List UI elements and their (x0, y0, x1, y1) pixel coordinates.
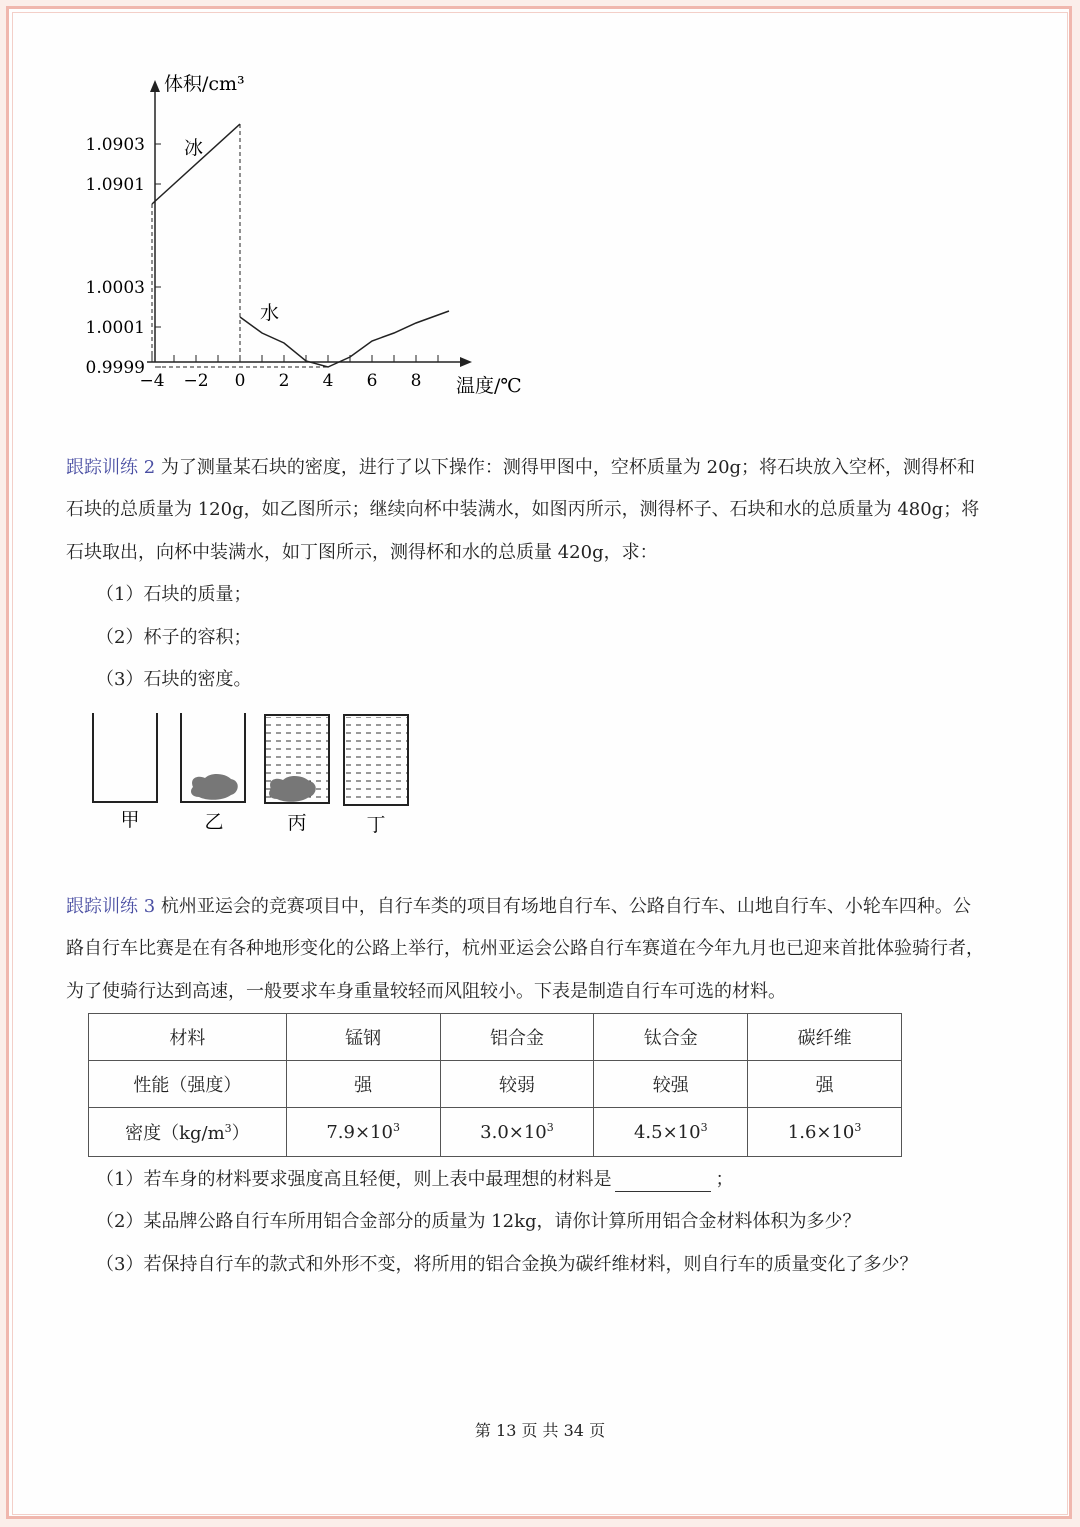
table-row (89, 1061, 902, 1108)
q2-line-2: 石块的总质量为 120g，如乙图所示；继续向杯中装满水，如图丙所示，测得杯子、石块和水的总质量为 480g；将 (66, 499, 980, 520)
x-axis-arrow-icon (460, 357, 472, 367)
table-cell: 强 (748, 1061, 902, 1108)
q2-label: 跟踪训练 2 (66, 457, 156, 478)
cup-label-bing: 丙 (287, 812, 307, 834)
series-label-ice: 冰 (184, 137, 204, 159)
q3-label: 跟踪训练 3 (66, 896, 156, 917)
cups-figure (85, 705, 420, 840)
table-row (89, 1108, 902, 1157)
table-cell: 性能（强度） (89, 1061, 287, 1108)
y-axis-label: 体积/cm³ (164, 73, 245, 95)
y-tick-label: 1.0001 (85, 318, 145, 338)
y-tick-label: 1.0003 (85, 278, 145, 298)
table-cell: 密度$(kg/m^3)$ (89, 1108, 287, 1157)
cup-label-yi: 乙 (204, 811, 224, 833)
q3-line-1 (66, 895, 971, 919)
materials-table (88, 1013, 902, 1157)
series-label-water: 水 (260, 302, 280, 324)
q2-item-3: （3）石块的密度。 (96, 669, 252, 690)
table-cell: $1.6\times 10^3$ (748, 1108, 902, 1157)
x-tick-label: −2 (183, 371, 209, 391)
q2-line1-text: 为了测量某石块的密度，进行了以下操作：测得甲图中，空杯质量为 20g；将石块放入空杯，测得杯和 (155, 457, 976, 478)
q3-line-2: 路自行车比赛是在有各种地形变化的公路上举行，杭州亚运会公路自行车赛道在今年九月也已迎来首批体验骑行者， (66, 938, 984, 959)
x-tick-label: 0 (234, 371, 246, 391)
x-tick-label: 4 (322, 371, 334, 391)
q3-line-3: 为了使骑行达到高速，一般要求车身重量较轻而风阻较小。下表是制造自行车可选的材料。 (66, 981, 786, 1002)
y-axis-arrow-icon (150, 80, 160, 92)
table-header-cell: 铝合金 (440, 1014, 594, 1061)
cup-jia (93, 713, 157, 802)
q3-line1-text: 杭州亚运会的竞赛项目中，自行车类的项目有场地自行车、公路自行车、山地自行车、小轮车四种。公 (155, 896, 971, 917)
y-tick-label: 0.9999 (85, 358, 145, 378)
q3-item-3: （3）若保持自行车的款式和外形不变，将所用的铝合金换为碳纤维材料，则自行车的质量变化了多少？ (96, 1254, 918, 1275)
table-cell: 较强 (594, 1061, 748, 1108)
table-cell: $4.5\times 10^3$ (594, 1108, 748, 1157)
x-tick-label: 8 (410, 371, 422, 391)
stone-icon (191, 774, 238, 800)
q3-item-2: （2）某品牌公路自行车所用铝合金部分的质量为 12kg，请你计算所用铝合金材料体积为多少？ (96, 1211, 861, 1232)
cup-label-ding: 丁 (366, 814, 386, 836)
y-tick-label: 1.0903 (85, 135, 145, 155)
series-line-ice (152, 124, 240, 204)
table-cell: $3.0\times 10^3$ (440, 1108, 594, 1157)
q3-item-1: （1）若车身的材料要求强度高且轻便，则上表中最理想的材料是 ； (96, 1169, 734, 1190)
table-header-cell: 钛合金 (594, 1014, 748, 1061)
q2-item-1: （1）石块的质量； (96, 584, 252, 605)
q2-item-2: （2）杯子的容积； (96, 627, 252, 648)
answer-blank[interactable] (615, 1173, 711, 1192)
y-tick-label: 1.0901 (85, 175, 145, 195)
table-header-cell: 材料 (89, 1014, 287, 1061)
table-header-cell: 锰钢 (286, 1014, 440, 1061)
q2-line-1 (66, 456, 975, 480)
table-cell: 较弱 (440, 1061, 594, 1108)
x-tick-label: −4 (139, 371, 165, 391)
page-footer: 第 13 页 共 34 页 (474, 1421, 606, 1440)
x-tick-label: 6 (366, 371, 378, 391)
table-header-cell: 碳纤维 (748, 1014, 902, 1061)
x-axis-label: 温度/℃ (456, 375, 522, 397)
volume-temperature-chart (80, 70, 550, 410)
q2-line-3: 石块取出，向杯中装满水，如丁图所示，测得杯和水的总质量 420g，求： (66, 542, 658, 563)
x-tick-label: 2 (278, 371, 290, 391)
table-header-row (89, 1014, 902, 1061)
table-cell: $7.9\times 10^3$ (286, 1108, 440, 1157)
table-cell: 强 (286, 1061, 440, 1108)
cup-label-jia: 甲 (120, 809, 140, 831)
